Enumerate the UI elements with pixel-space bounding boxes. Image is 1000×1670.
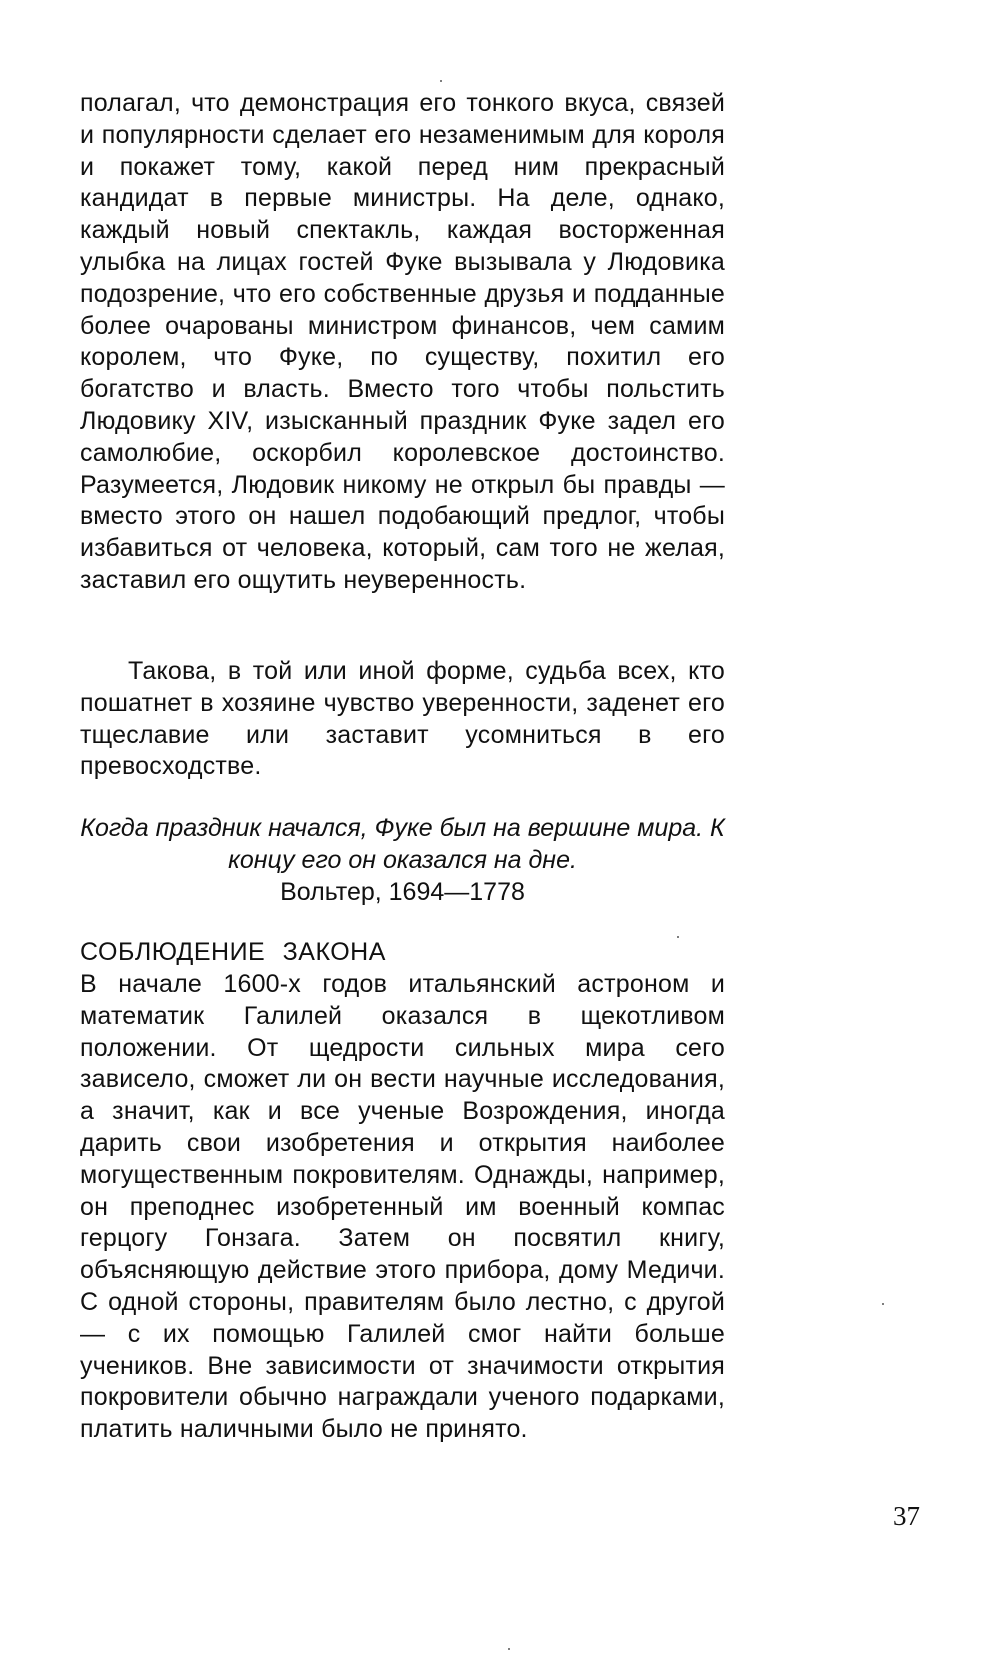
section-paragraph <box>80 969 725 1446</box>
paragraph-text: В начале 1600-х годов итальянский астроном и математик Галилей оказался в щекотливом положении. От щедрости сильных мира сего зависело, сможет ли он вести научные исследования, а значит, как и все ученые Возрождения, иногда дарить свои изобретения и открытия наиболее могущественным покровителям. Однажды, например, он преподнес изобретенный им военный компас герцогу Гонзага. Затем он посвятил книгу, объясняющую действие этого прибора, дому Медичи. С одной стороны, правителям было лестно, с другой — с их помощью Галилей смог найти больше учеников. Вне зависимости от значимости открытия покровители обычно награждали ученого подарками, платить наличными было не принято. <box>80 970 725 1444</box>
scan-speck <box>677 936 679 938</box>
epigraph-attribution: Вольтер, 1694—1778 <box>280 877 525 906</box>
section-heading: СОБЛЮДЕНИЕ ЗАКОНА <box>80 938 386 966</box>
body-paragraph-2 <box>80 656 725 783</box>
scan-speck <box>508 1648 510 1650</box>
paragraph-text: Такова, в той или иной форме, судьба всех, кто пошатнет в хозяине чувство уверенности, заденет его тщеславие или заставит усомниться в его превосходстве. <box>80 657 725 781</box>
epigraph <box>80 813 725 908</box>
scan-speck <box>882 1303 884 1305</box>
body-paragraph-1 <box>80 88 725 597</box>
scan-speck <box>440 80 442 82</box>
page-number: 37 <box>893 1501 920 1531</box>
epigraph-quote: Когда праздник начался, Фуке был на вершине мира. К концу его он оказался на дне. <box>80 814 725 874</box>
paragraph-text: полагал, что демонстрация его тонкого вкуса, связей и популярности сделает его незаменимым для короля и покажет тому, какой перед ним прекрасный кандидат в первые министры. На деле, однако, каждый новый спектакль, каждая восторженная улыбка на лицах гостей Фуке вызывала у Людовика подозрение, что его собственные друзья и подданные более очарованы министром финансов, чем самим королем, что Фуке, по существу, похитил его богатство и власть. Вместо того чтобы польстить Людовику XIV, изысканный праздник Фуке задел его самолюбие, оскорбил королевское достоинство. Разумеется, Людовик никому не открыл бы правды — вместо этого он нашел подобающий предлог, чтобы избавиться от человека, который, сам того не желая, заставил его ощутить неуверенность. <box>80 89 725 594</box>
